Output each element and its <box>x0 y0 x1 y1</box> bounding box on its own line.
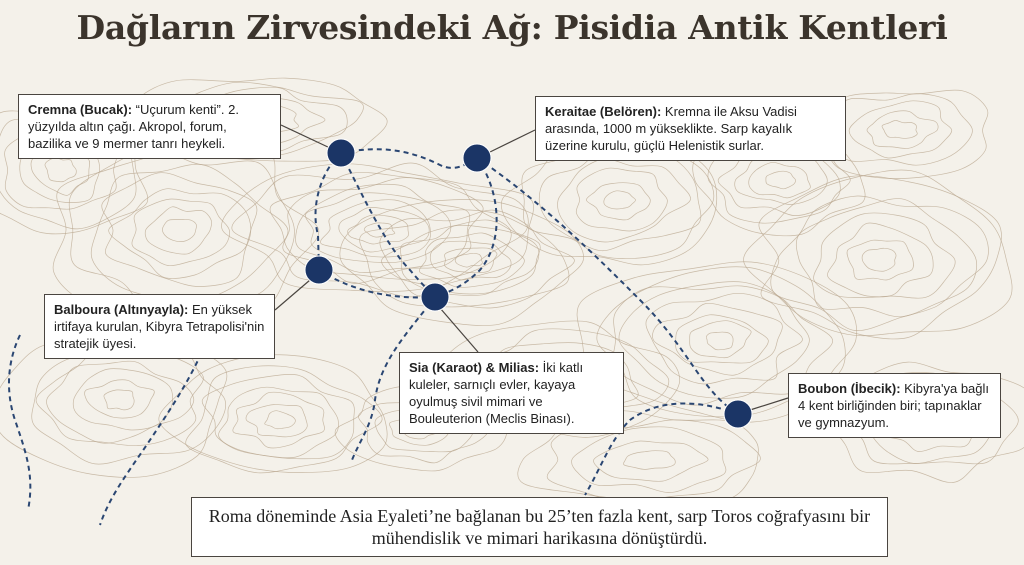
callout-cremna <box>18 94 281 159</box>
site-description: İki katlı kuleler, sarnıçlı evler, kayaya oyulmuş sivil mimari ve Bouleuterion (Meclis Binası). <box>409 360 584 426</box>
leader-boubon <box>750 398 788 410</box>
contour-line <box>145 207 211 254</box>
route-cremna-balboura <box>315 153 341 270</box>
contour-line <box>558 159 691 242</box>
summary-caption: Roma döneminde Asia Eyaleti’ne bağlanan bu 25’ten fazla kent, sarp Toros coğrafyasını bir mühendislik ve mimari harikasına dönüştürdü. <box>191 497 888 557</box>
leader-cremna <box>281 125 330 148</box>
site-marker-boubon[interactable] <box>724 400 752 428</box>
contour-line <box>576 168 667 231</box>
callout-keraitae <box>535 96 846 161</box>
site-name: Boubon (İbecik): <box>798 381 901 396</box>
contour-line <box>47 361 194 443</box>
contour-line <box>339 207 429 252</box>
site-description: “Uçurum kenti”. 2. yüzyılda altın çağı. Akropol, forum, bazilika ve 9 mermer tanrı heykeli. <box>28 102 239 151</box>
contour-line <box>849 101 952 158</box>
contour-line <box>646 293 803 384</box>
contour-line <box>360 210 569 307</box>
contour-line <box>796 199 976 317</box>
callout-balboura <box>44 294 275 359</box>
contour-line <box>862 248 896 271</box>
contour-line <box>652 303 782 375</box>
site-name: Cremna (Bucak): <box>28 102 133 117</box>
site-name: Sia (Karaot) & Milias: <box>409 360 540 375</box>
contour-line <box>32 342 226 464</box>
contour-line <box>766 171 796 189</box>
site-description: Kremna ile Aksu Vadisi arasında, 1000 m yükseklikte. Sarp kayalık üzerine kurulu, güçlü Helenistik surlar. <box>545 104 797 153</box>
route-west <box>9 335 30 510</box>
contour-line <box>604 191 636 209</box>
contour-line <box>690 321 752 358</box>
site-description: Kibyra'ya bağlı 4 kent birliğinden biri; tapınaklar ve gymnazyum. <box>798 381 990 430</box>
leader-keraitae <box>490 130 535 152</box>
leader-balboura <box>275 280 310 310</box>
contour-line <box>85 380 155 418</box>
contour-line <box>539 145 701 250</box>
contour-line <box>623 451 675 470</box>
contour-line <box>246 405 307 437</box>
contour-line <box>364 223 395 237</box>
callout-boubon <box>788 373 1001 438</box>
contour-line <box>73 369 172 430</box>
callout-sia <box>399 352 624 434</box>
contour-line <box>159 355 387 473</box>
contour-line <box>586 183 650 220</box>
contour-line <box>759 176 1002 339</box>
contour-line <box>867 111 938 149</box>
contour-line <box>202 374 354 458</box>
contour-line <box>382 220 541 294</box>
site-description: En yüksek irtifaya kurulan, Kibyra Tetrapolisi'nin stratejik üyesi. <box>54 302 265 351</box>
contour-line <box>348 215 409 244</box>
contour-line <box>419 233 524 288</box>
site-name: Balboura (Altınyayla): <box>54 302 189 317</box>
site-marker-balboura[interactable] <box>305 256 333 284</box>
contour-line <box>45 158 76 182</box>
contour-line <box>743 170 1012 336</box>
contour-line <box>162 219 196 241</box>
contour-line <box>827 223 933 297</box>
contour-line <box>380 210 575 308</box>
contour-line <box>847 240 914 280</box>
site-marker-keraitae[interactable] <box>463 144 491 172</box>
contour-line <box>104 390 134 410</box>
site-marker-sia[interactable] <box>421 283 449 311</box>
contour-line <box>749 162 811 198</box>
page-title: Dağların Zirvesindeki Ağ: Pisidia Antik Kentleri <box>76 8 948 47</box>
site-name: Keraitae (Belören): <box>545 104 662 119</box>
contour-line <box>265 411 296 429</box>
site-marker-cremna[interactable] <box>327 139 355 167</box>
contour-line <box>69 148 294 314</box>
contour-line <box>882 120 917 138</box>
contour-line <box>320 200 430 257</box>
contour-line <box>102 173 257 287</box>
contour-line <box>771 196 989 331</box>
contour-line <box>132 199 230 266</box>
contour-line <box>706 332 733 350</box>
